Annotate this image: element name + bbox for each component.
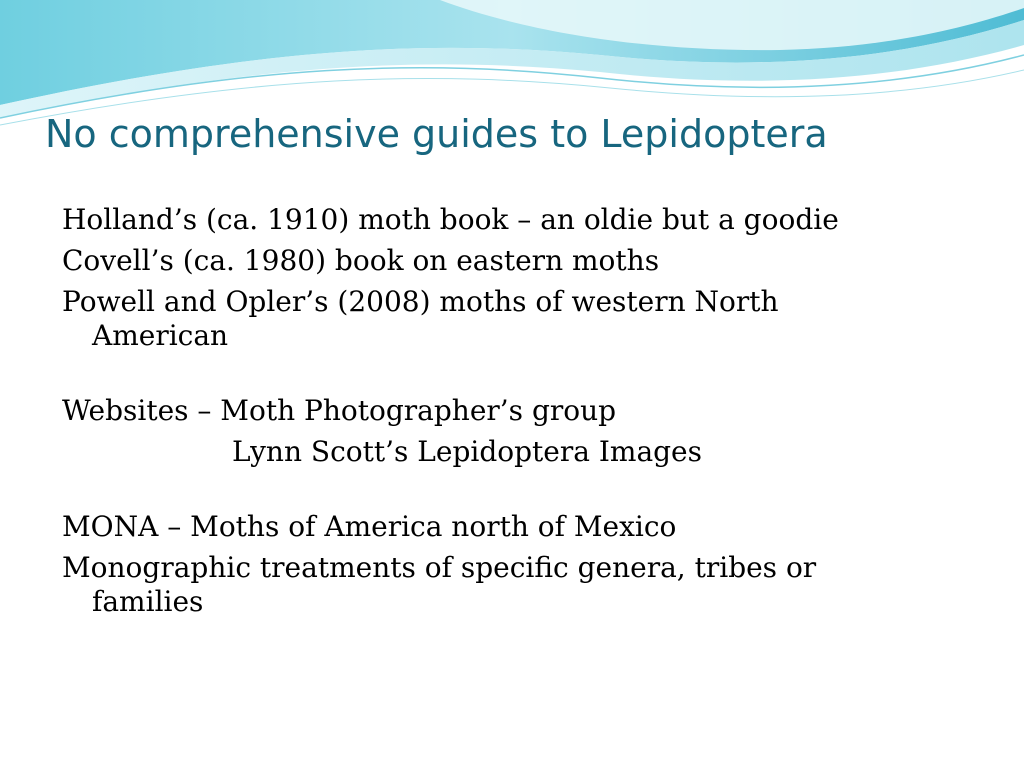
body-line-mona: MONA – Moths of America north of Mexico: [62, 510, 677, 543]
spacer: [62, 476, 992, 510]
body-line-covell: Covell’s (ca. 1980) book on eastern moths: [62, 244, 660, 277]
body-line-lynn-scott: Lynn Scott’s Lepidoptera Images: [232, 435, 702, 468]
body-line-monographic: Monographic treatments of specific genera, tribes or families: [62, 551, 817, 618]
body-line-holland: Holland’s (ca. 1910) moth book – an oldie but a goodie: [62, 203, 839, 236]
body-line-powell-opler: Powell and Opler’s (2008) moths of western North American: [62, 285, 779, 352]
slide-title: No comprehensive guides to Lepidoptera: [45, 112, 828, 156]
spacer: [62, 360, 992, 394]
body-line-websites: Websites – Moth Photographer’s group: [62, 394, 617, 427]
slide-body: [62, 203, 992, 626]
